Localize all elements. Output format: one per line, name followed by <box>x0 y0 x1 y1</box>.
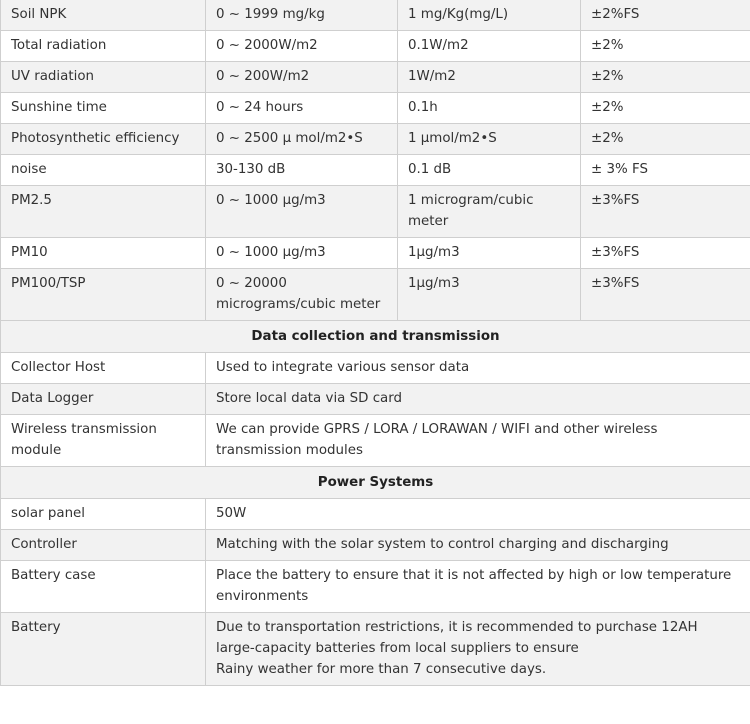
table-row <box>1 613 750 686</box>
table-row <box>1 62 750 93</box>
sensor-accuracy: ±2% <box>581 124 750 155</box>
sensor-range: 0 ~ 2000W/m2 <box>206 31 398 62</box>
table-row <box>1 353 750 384</box>
component-name: Wireless transmission module <box>1 415 206 467</box>
component-description: Matching with the solar system to control charging and discharging <box>206 530 750 561</box>
sensor-resolution: 0.1 dB <box>398 155 581 186</box>
component-name: Collector Host <box>1 353 206 384</box>
sensor-name: UV radiation <box>1 62 206 93</box>
sensor-range: 0 ~ 1999 mg/kg <box>206 0 398 31</box>
sensor-name: Sunshine time <box>1 93 206 124</box>
sensor-accuracy: ±2% <box>581 31 750 62</box>
section-title: Power Systems <box>1 467 750 499</box>
table-row <box>1 124 750 155</box>
table-row <box>1 93 750 124</box>
sensor-range: 30-130 dB <box>206 155 398 186</box>
component-description: Used to integrate various sensor data <box>206 353 750 384</box>
component-name: Controller <box>1 530 206 561</box>
component-description: Store local data via SD card <box>206 384 750 415</box>
component-name: Data Logger <box>1 384 206 415</box>
table-row <box>1 530 750 561</box>
table-row <box>1 384 750 415</box>
sensor-resolution: 1 microgram/cubic meter <box>398 186 581 238</box>
sensor-range: 0 ~ 20000 micrograms/cubic meter <box>206 269 398 321</box>
sensor-accuracy: ±2% <box>581 62 750 93</box>
sensor-accuracy: ± 3% FS <box>581 155 750 186</box>
table-row <box>1 0 750 31</box>
table-row <box>1 238 750 269</box>
sensor-range: 0 ~ 1000 μg/m3 <box>206 238 398 269</box>
component-description: Place the battery to ensure that it is not affected by high or low temperature environments <box>206 561 750 613</box>
table-row <box>1 155 750 186</box>
sensor-range: 0 ~ 24 hours <box>206 93 398 124</box>
component-description: 50W <box>206 499 750 530</box>
table-row <box>1 31 750 62</box>
description-line: Rainy weather for more than 7 consecutive days. <box>216 662 547 677</box>
sensor-name: PM10 <box>1 238 206 269</box>
sensor-accuracy: ±3%FS <box>581 269 750 321</box>
sensor-accuracy: ±2%FS <box>581 0 750 31</box>
description-line: Due to transportation restrictions, it is recommended to purchase 12AH large-capacity batteries from local suppliers to ensure <box>216 620 698 656</box>
sensor-name: noise <box>1 155 206 186</box>
component-name: Battery <box>1 613 206 686</box>
component-description <box>206 613 750 686</box>
sensor-resolution: 1 mg/Kg(mg/L) <box>398 0 581 31</box>
component-description: We can provide GPRS / LORA / LORAWAN / WIFI and other wireless transmission modules <box>206 415 750 467</box>
sensor-resolution: 1μg/m3 <box>398 269 581 321</box>
table-row <box>1 499 750 530</box>
sensor-name: PM2.5 <box>1 186 206 238</box>
table-row <box>1 186 750 238</box>
section-title: Data collection and transmission <box>1 321 750 353</box>
section-header-power-systems <box>1 467 750 499</box>
sensor-accuracy: ±3%FS <box>581 186 750 238</box>
sensor-accuracy: ±3%FS <box>581 238 750 269</box>
sensor-name: Total radiation <box>1 31 206 62</box>
table-row <box>1 269 750 321</box>
sensor-resolution: 0.1h <box>398 93 581 124</box>
sensor-resolution: 1 μmol/m2•S <box>398 124 581 155</box>
sensor-name: PM100/TSP <box>1 269 206 321</box>
sensor-name: Soil NPK <box>1 0 206 31</box>
sensor-resolution: 1W/m2 <box>398 62 581 93</box>
sensor-range: 0 ~ 200W/m2 <box>206 62 398 93</box>
sensor-name: Photosynthetic efficiency <box>1 124 206 155</box>
sensor-accuracy: ±2% <box>581 93 750 124</box>
section-header-data-collection <box>1 321 750 353</box>
table-row <box>1 561 750 613</box>
component-name: solar panel <box>1 499 206 530</box>
table-row <box>1 415 750 467</box>
sensor-resolution: 1μg/m3 <box>398 238 581 269</box>
sensor-resolution: 0.1W/m2 <box>398 31 581 62</box>
sensor-range: 0 ~ 1000 μg/m3 <box>206 186 398 238</box>
sensor-range: 0 ~ 2500 μ mol/m2•S <box>206 124 398 155</box>
component-name: Battery case <box>1 561 206 613</box>
